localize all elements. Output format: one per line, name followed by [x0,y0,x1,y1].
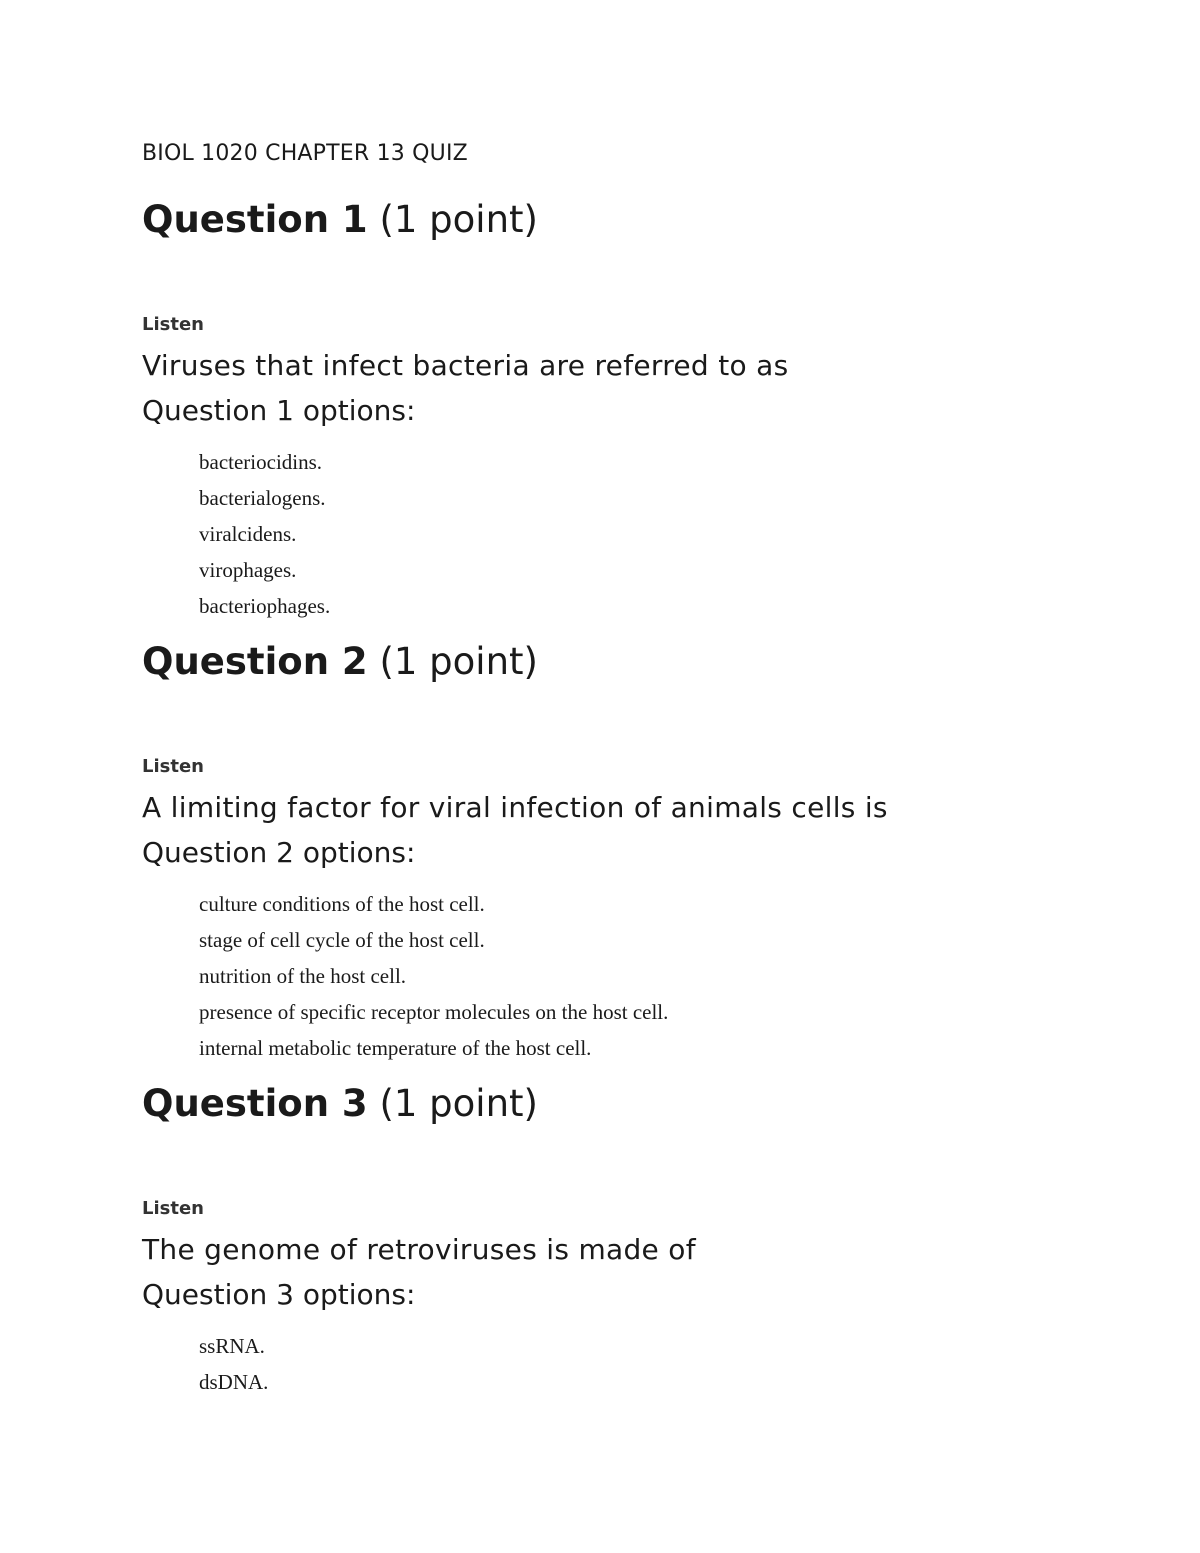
question-number: Question 2 [142,640,368,683]
listen-link[interactable]: Listen [142,1198,204,1219]
option-item[interactable]: bacteriocidins. [199,450,323,474]
options-list [199,886,668,1066]
option-item[interactable]: bacterialogens. [199,486,326,510]
question-text: A limiting factor for viral infection of animals cells is [142,791,888,824]
question-points: (1 point) [379,640,538,683]
option-item[interactable]: bacteriophages. [199,594,331,618]
option-item[interactable]: presence of specific receptor molecules on the host cell. [199,1000,669,1024]
option-item[interactable]: culture conditions of the host cell. [199,892,485,916]
document-title: BIOL 1020 CHAPTER 13 QUIZ [142,141,468,166]
option-item[interactable]: ssRNA. [199,1334,265,1358]
option-item[interactable]: dsDNA. [199,1370,269,1394]
question-heading [142,640,538,684]
question-number: Question 1 [142,198,368,241]
option-item[interactable]: internal metabolic temperature of the host cell. [199,1036,592,1060]
question-options-label: Question 2 options: [142,836,416,869]
listen-link[interactable]: Listen [142,314,204,335]
question-heading [142,1082,538,1126]
question-options-label: Question 3 options: [142,1278,416,1311]
option-item[interactable]: viralcidens. [199,522,297,546]
option-item[interactable]: nutrition of the host cell. [199,964,407,988]
option-item[interactable]: stage of cell cycle of the host cell. [199,928,485,952]
question-text: The genome of retroviruses is made of [142,1233,696,1266]
question-options-label: Question 1 options: [142,394,416,427]
question-points: (1 point) [379,1082,538,1125]
question-number: Question 3 [142,1082,368,1125]
question-text: Viruses that infect bacteria are referred to as [142,349,789,382]
options-list [199,444,330,624]
option-item[interactable]: virophages. [199,558,297,582]
options-list [199,1328,268,1400]
question-points: (1 point) [379,198,538,241]
question-heading [142,198,538,242]
listen-link[interactable]: Listen [142,756,204,777]
